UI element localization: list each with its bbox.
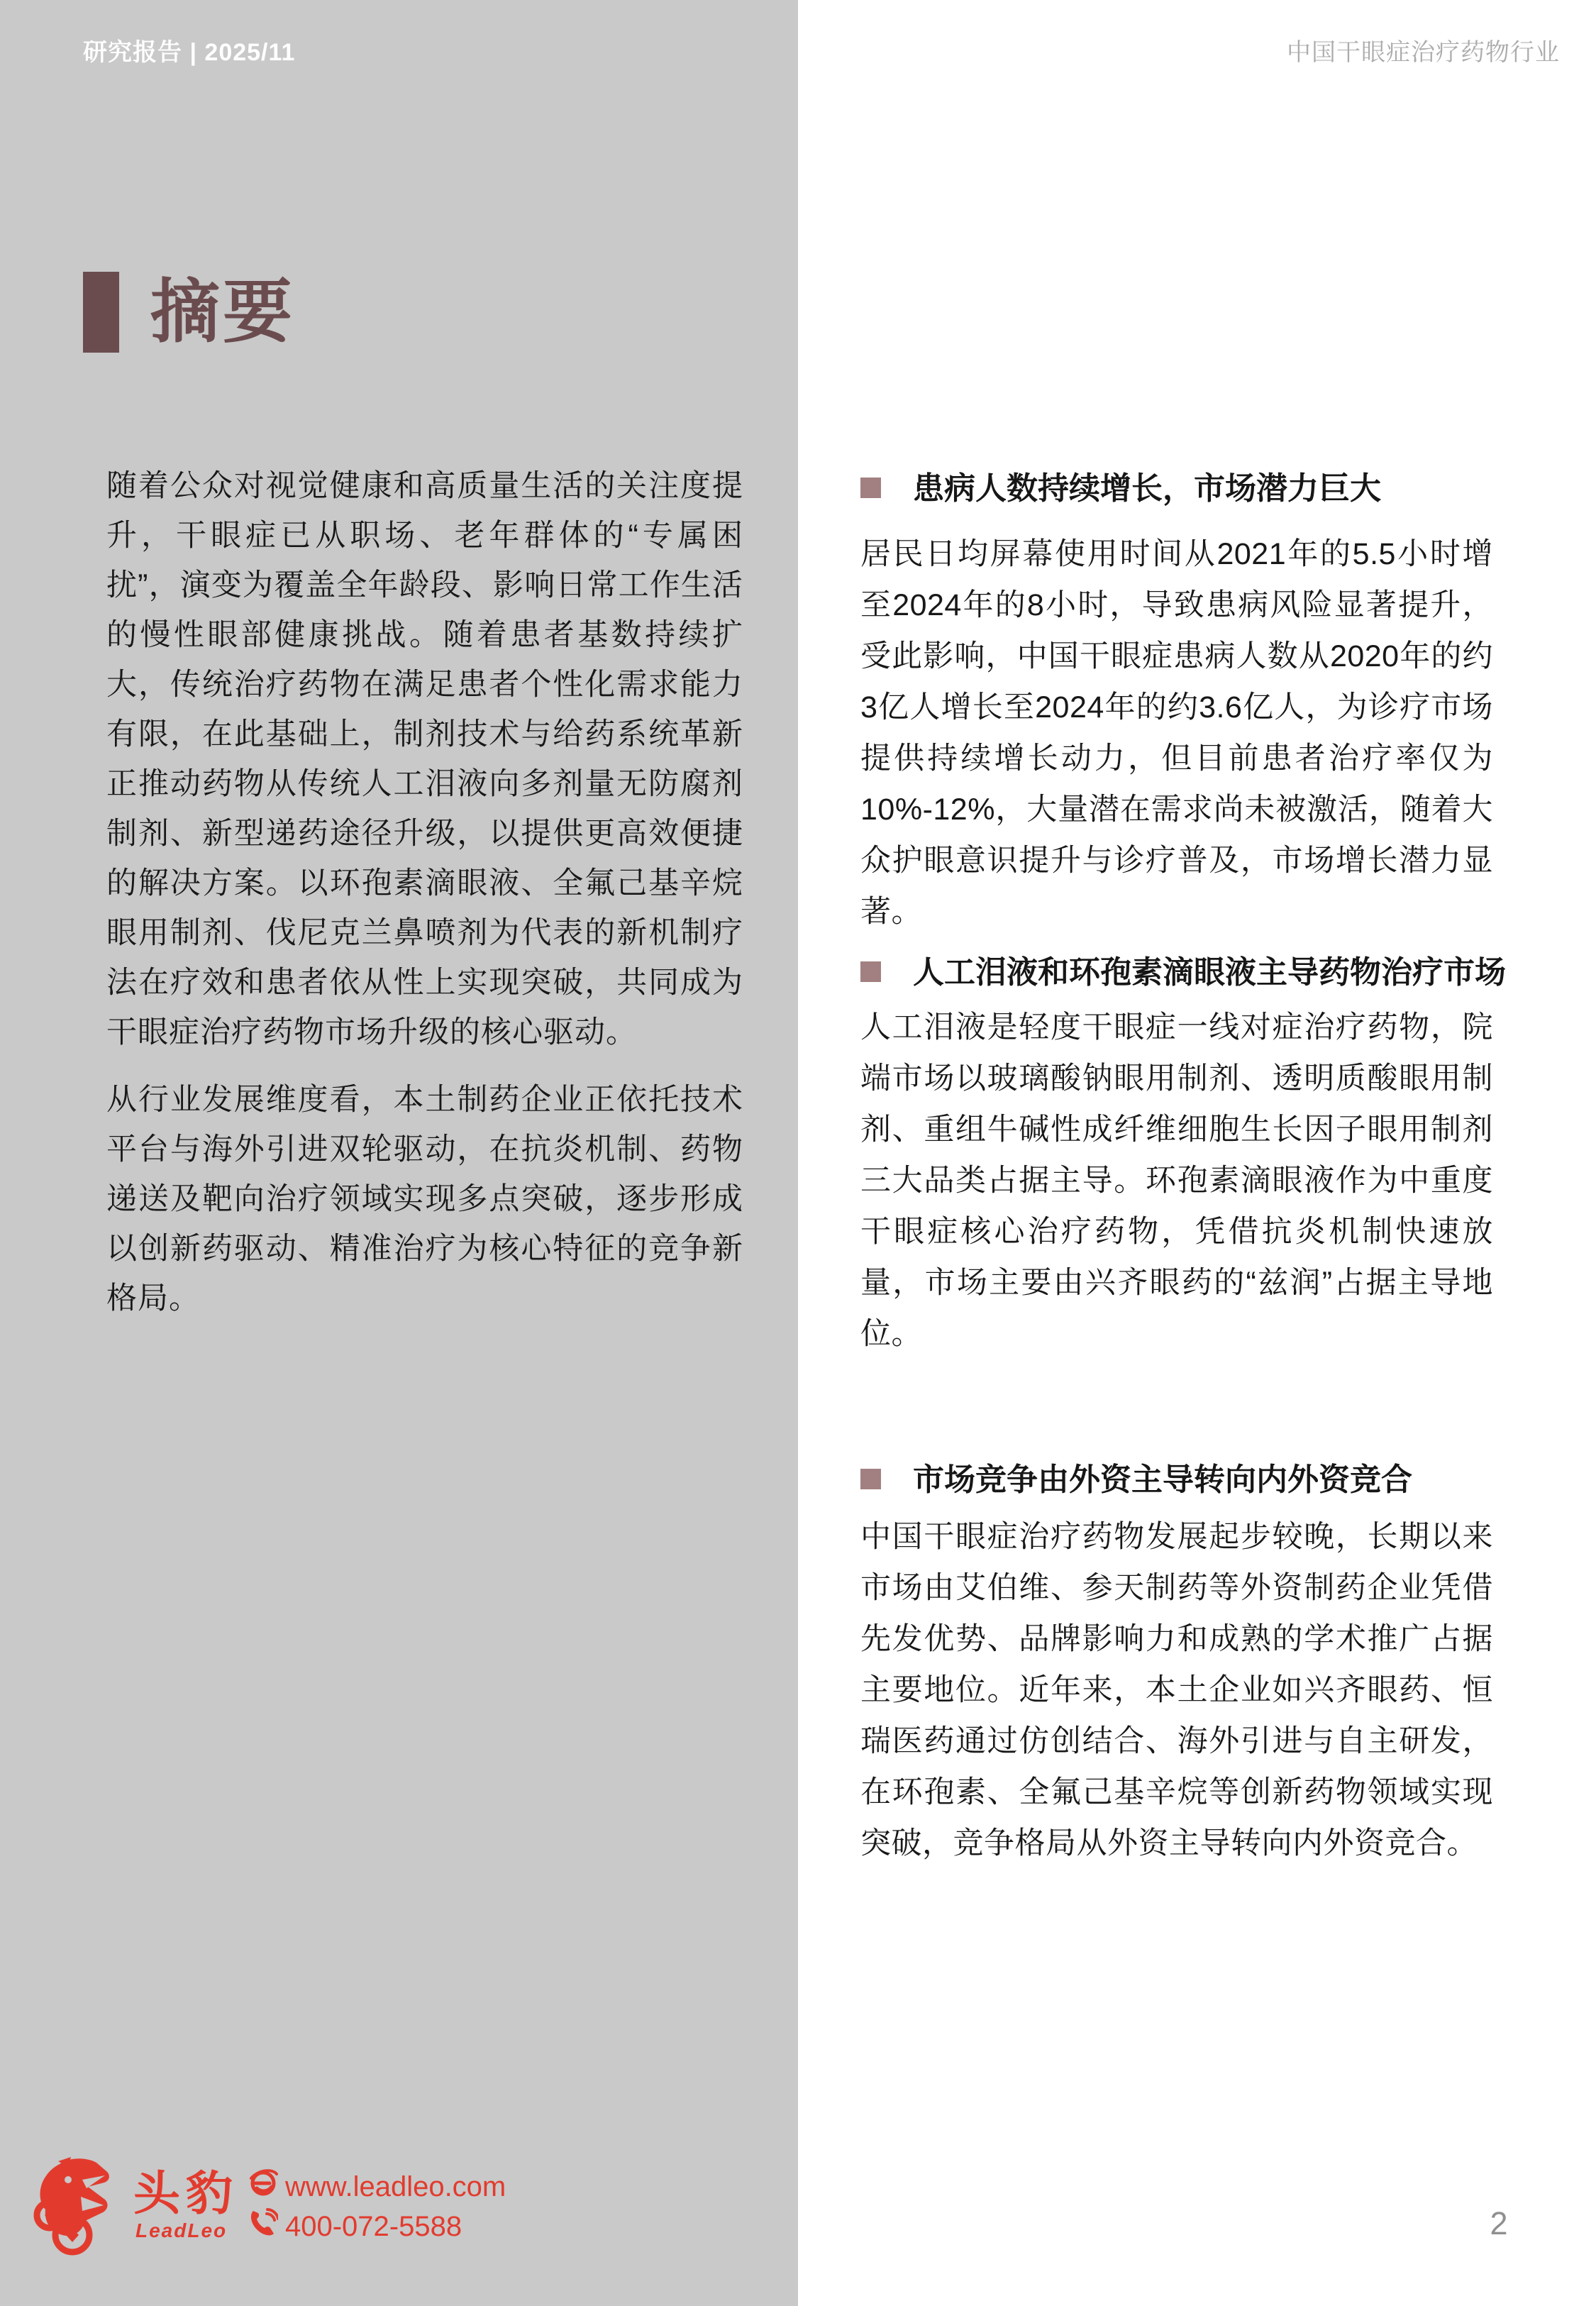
phone-number: 400-072-5588 xyxy=(285,2211,462,2242)
section-heading-3: 市场竞争由外资主导转向内外资竞合 xyxy=(913,1462,1412,1497)
brand-name-en: LeadLeo xyxy=(135,2219,228,2241)
page-title: 摘要 xyxy=(150,271,296,353)
summary-paragraph-1: 随着公众对视觉健康和高质量生活的关注度提升，干眼症已从职场、老年群体的“专属困扰”，演变为覆盖全年龄段、影响日常工作生活的慢性眼部健康挑战。随着患者基数持续扩大，传统治疗药物在满足患者个性化需求能力有限，在此基础上，制剂技术与给药系统革新正推动药物从传统人工泪液向多剂量无防腐剂制剂、新型递药途径升级，以提供更高效便捷的解决方案。以环孢素滴眼液、全氟己基辛烷眼用制剂、伐尼克兰鼻喷剂为代表的新机制疗法在疗效和患者依从性上实现突破，共同成为干眼症治疗药物市场升级的核心驱动。 xyxy=(106,469,743,1049)
browser-e-icon xyxy=(248,2168,278,2198)
section-body-1: 居民日均屏幕使用时间从2021年的5.5小时增至2024年的8小时，导致患病风险显著提升，受此影响，中国干眼症患病人数从2020年的约3亿人增长至2024年的约3.6亿人，为诊疗市场提供持续增长动力，但目前患者治疗率仅为10%-12%，大量潜在需求尚未被激活，随着大众护眼意识提升与诊疗普及，市场增长潜力显著。 xyxy=(860,537,1493,929)
leopard-logo-icon xyxy=(33,2156,119,2256)
section-bullet xyxy=(860,961,881,982)
section-body-2: 人工泪液是轻度干眼症一线对症治疗药物，院端市场以玻璃酸钠眼用制剂、透明质酸眼用制剂、重组牛碱性成纤维细胞生长因子眼用制剂三大品类占据主导。环孢素滴眼液作为中重度干眼症核心治疗药物，凭借抗炎机制快速放量，市场主要由兴齐眼药的“兹润”占据主导地位。 xyxy=(860,1010,1493,1351)
website-link[interactable]: www.leadleo.com xyxy=(285,2171,506,2202)
section-heading-1: 患病人数持续增长，市场潜力巨大 xyxy=(913,471,1381,506)
section-heading-2: 人工泪液和环孢素滴眼液主导药物治疗市场 xyxy=(913,955,1506,990)
industry-header: 中国干眼症治疗药物行业 xyxy=(1287,39,1560,66)
phone-icon xyxy=(248,2208,278,2238)
section-body-3: 中国干眼症治疗药物发展起步较晚，长期以来市场由艾伯维、参天制药等外资制药企业凭借先发优势、品牌影响力和成熟的学术推广占据主要地位。近年来，本土企业如兴齐眼药、恒瑞医药通过仿创结合、海外引进与自主研发，在环孢素、全氟己基辛烷等创新药物领域实现突破，竞争格局从外资主导转向内外资竞合。 xyxy=(860,1520,1493,1860)
title-accent-bar xyxy=(83,272,119,353)
page-number: 2 xyxy=(1490,2205,1508,2241)
section-bullet xyxy=(860,1469,881,1489)
brand-name-cn: 头豹 xyxy=(133,2167,238,2219)
section-bullet xyxy=(860,478,881,498)
report-type-header: 研究报告 | 2025/11 xyxy=(83,39,296,66)
summary-paragraph-2: 从行业发展维度看，本土制药企业正依托技术平台与海外引进双轮驱动，在抗炎机制、药物递送及靶向治疗领域实现多点突破，逐步形成以创新药驱动、精准治疗为核心特征的竞争新格局。 xyxy=(106,1083,743,1315)
